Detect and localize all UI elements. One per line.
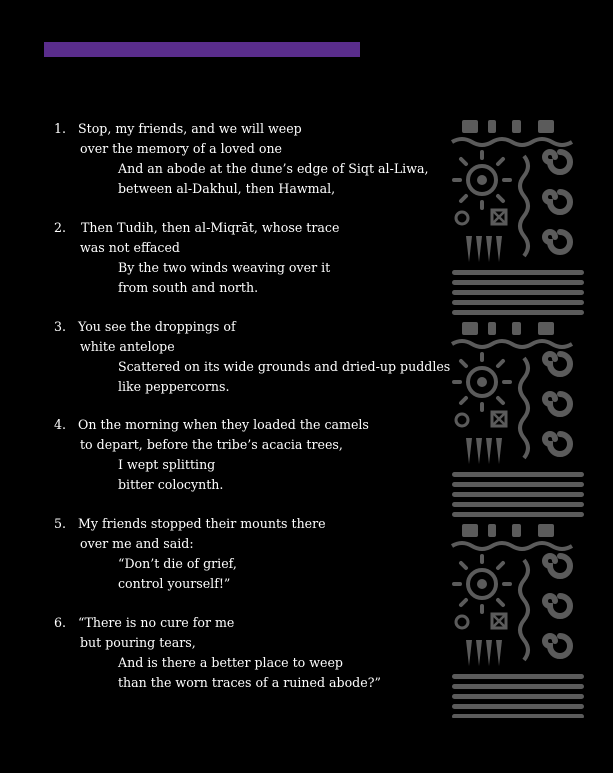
ornament-band-3 — [452, 524, 584, 718]
verse-line: like peppercorns. — [118, 379, 230, 394]
verse-line: Then Tudih, then al-Miqrāt, whose trace — [81, 220, 340, 235]
verse-line: And is there a better place to weep — [118, 655, 343, 670]
verse-line: to depart, before the tribe’s acacia trees, — [80, 437, 343, 452]
tribal-ornament-column — [448, 112, 588, 718]
stanza-number: 3. — [54, 319, 67, 334]
verse-line: My friends stopped their mounts there — [78, 516, 326, 531]
verse-line: control yourself!” — [118, 576, 231, 591]
verse-line: between al-Dakhul, then Hawmal, — [118, 181, 336, 196]
stanza-number: 6. — [54, 615, 67, 630]
ornament-band-2 — [452, 322, 584, 517]
verse-line: but pouring tears, — [80, 635, 196, 650]
stanza-number: 2. — [54, 220, 67, 235]
verse-line: over me and said: — [80, 536, 194, 551]
ornament-band-1 — [452, 120, 584, 315]
stanza-number: 1. — [54, 121, 67, 136]
verse-line: Stop, my friends, and we will weep — [78, 121, 302, 136]
purple-accent-bar — [44, 42, 360, 57]
verse-line: You see the droppings of — [78, 319, 236, 334]
verse-line: was not effaced — [80, 240, 180, 255]
stanza-number: 5. — [54, 516, 67, 531]
verse-line: white antelope — [80, 339, 175, 354]
verse-line: than the worn traces of a ruined abode?” — [118, 675, 381, 690]
verse-line: bitter colocynth. — [118, 477, 224, 492]
verse-line: Scattered on its wide grounds and dried-up puddles — [118, 359, 451, 374]
verse-line: On the morning when they loaded the camels — [78, 417, 369, 432]
verse-line: I wept splitting — [118, 457, 216, 472]
verse-line: By the two winds weaving over it — [118, 260, 331, 275]
verse-line: “There is no cure for me — [78, 615, 235, 630]
verse-line: And an abode at the dune’s edge of Siqt al-Liwa, — [118, 161, 429, 176]
verse-line: from south and north. — [118, 280, 259, 295]
verse-line: “Don’t die of grief, — [118, 556, 237, 571]
verse-line: over the memory of a loved one — [80, 141, 283, 156]
stanza-number: 4. — [54, 417, 67, 432]
